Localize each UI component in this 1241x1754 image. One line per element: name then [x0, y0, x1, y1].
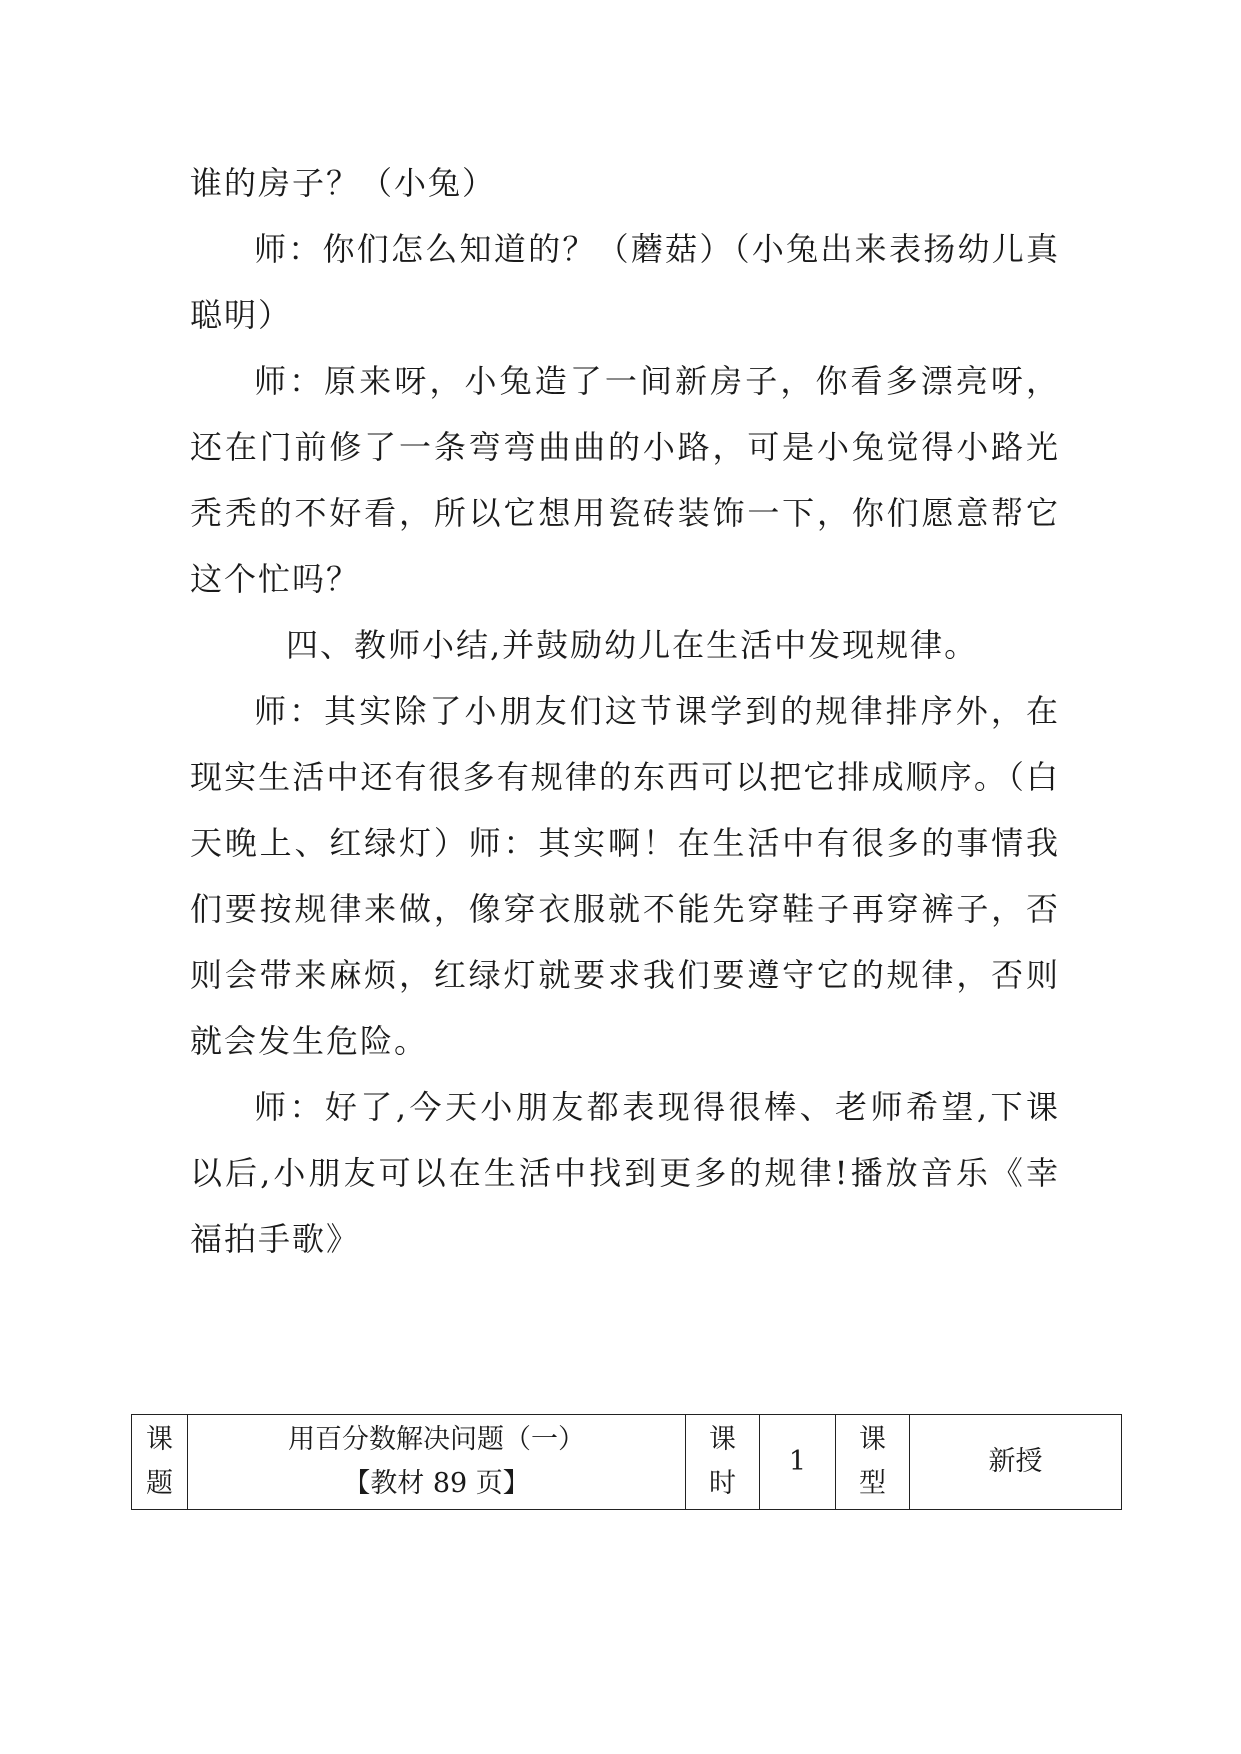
paragraph-6: 师：好了,今天小朋友都表现得很棒、老师希望,下课以后,小朋友可以在生活中找到更多的规律!播放音乐《幸福拍手歌》 — [190, 1088, 1060, 1258]
hours-label-char-2: 时 — [709, 1468, 736, 1499]
lesson-info-table — [131, 1414, 1122, 1510]
type-label-char-1: 课 — [859, 1424, 886, 1455]
paragraph-5: 师：其实除了小朋友们这节课学到的规律排序外，在现实生活中还有很多有规律的东西可以把它排成顺序。（白天晚上、红绿灯）师：其实啊！在生活中有很多的事情我们要按规律来做，像穿衣服就不能先穿鞋子再穿裤子，否则会带来麻烦，红绿灯就要求我们要遵守它的规律，否则就会发生危险。 — [190, 692, 1060, 1060]
paragraph-1: 谁的房子？（小兔） — [190, 164, 497, 202]
topic-title: 用百分数解决问题（一） — [288, 1424, 585, 1455]
topic-label-cell — [132, 1415, 188, 1510]
type-value-cell: 新授 — [910, 1415, 1122, 1510]
topic-source: 【教材 89 页】 — [343, 1468, 530, 1499]
topic-label-char-2: 题 — [146, 1468, 173, 1499]
hours-label-char-1: 课 — [709, 1424, 736, 1455]
paragraph-3: 师：原来呀，小兔造了一间新房子，你看多漂亮呀，还在门前修了一条弯弯曲曲的小路，可是小兔觉得小路光秃秃的不好看，所以它想用瓷砖装饰一下，你们愿意帮它这个忙吗？ — [190, 362, 1060, 598]
topic-value-cell — [188, 1415, 686, 1510]
paragraph-2: 师：你们怎么知道的？（蘑菇）（小兔出来表扬幼儿真聪明） — [190, 230, 1060, 334]
type-label-char-2: 型 — [859, 1468, 886, 1499]
document-body — [190, 150, 1060, 1272]
section-heading-4: 四、教师小结,并鼓励幼儿在生活中发现规律。 — [286, 626, 979, 664]
hours-label-cell — [686, 1415, 760, 1510]
hours-value-cell: 1 — [760, 1415, 836, 1510]
table-row — [132, 1415, 1122, 1510]
type-label-cell — [836, 1415, 910, 1510]
topic-label-char-1: 课 — [146, 1424, 173, 1455]
